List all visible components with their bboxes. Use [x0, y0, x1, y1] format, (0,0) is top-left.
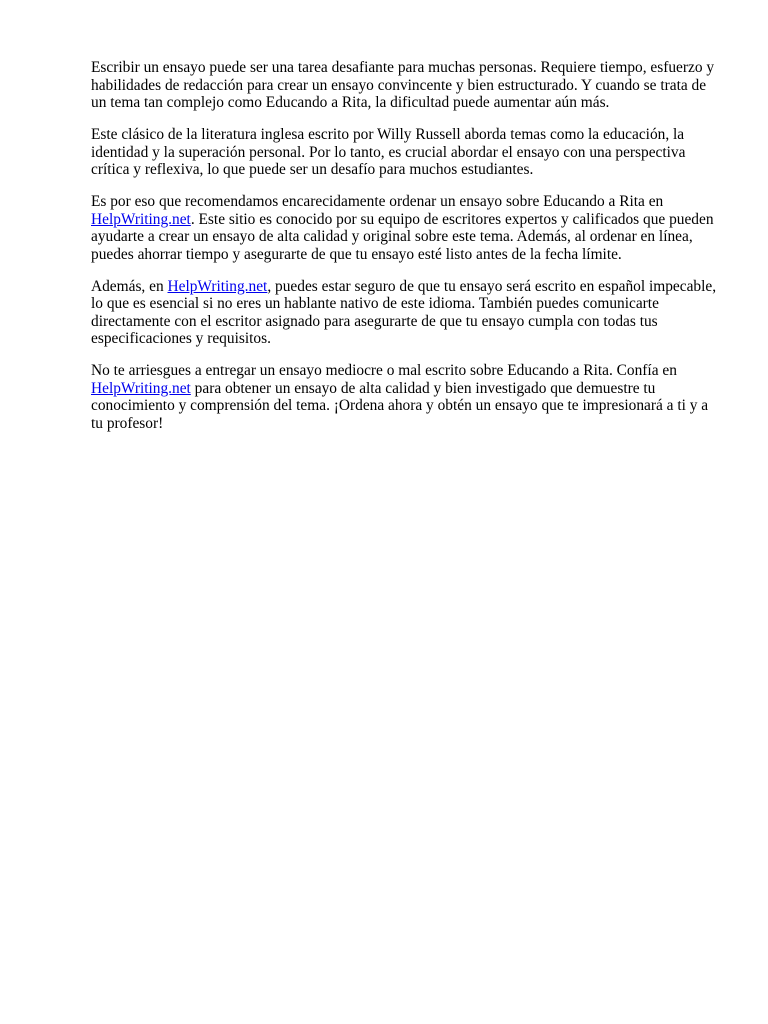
paragraph-spanish-before: Además, en	[91, 277, 168, 295]
helpwriting-link[interactable]: HelpWriting.net	[167, 277, 268, 295]
paragraph-spanish	[91, 278, 723, 348]
paragraph-classic: Este clásico de la literatura inglesa escrito por Willy Russell aborda temas como la educación, la identidad y la superación personal. Por lo tanto, es crucial abordar el ensayo con una perspectiva crítica y reflexiva, lo que puede ser un desafío para muchos estudiantes.	[91, 126, 686, 178]
paragraph-closing	[91, 362, 723, 432]
paragraph-recommendation-after: . Este sitio es conocido por su equipo de escritores expertos y calificados que pueden ayudarte a crear un ensayo de alta calidad y original sobre este tema. Además, al ordenar en línea, puedes ahorrar tiempo y asegurarte de que tu ensayo esté listo antes de la fecha límite.	[91, 210, 714, 263]
helpwriting-link[interactable]: HelpWriting.net	[91, 210, 191, 228]
paragraph-closing-before: No te arriesgues a entregar un ensayo mediocre o mal escrito sobre Educando a Rita. Confía en	[91, 362, 677, 379]
document-page	[91, 59, 723, 447]
paragraph-recommendation	[91, 193, 723, 263]
paragraph-spanish-after: , puedes estar seguro de que tu ensayo será escrito en español impecable, lo que es esencial si no eres un hablante nativo de este idioma. También puedes comunicarte directamente con el escritor asignado para asegurarte de que tu ensayo cumpla con todas tus especificaciones y requisitos.	[91, 277, 717, 347]
paragraph-closing-after: para obtener un ensayo de alta calidad y bien investigado que demuestre tu conocimiento y comprensión del tema. ¡Ordena ahora y obtén un ensayo que te impresionará a ti y a tu profesor!	[91, 379, 709, 432]
paragraph-recommendation-before: Es por eso que recomendamos encarecidamente ordenar un ensayo sobre Educando a Rita en	[91, 193, 664, 210]
paragraph-intro: Escribir un ensayo puede ser una tarea desafiante para muchas personas. Requiere tiempo, esfuerzo y habilidades de redacción para crear un ensayo convincente y bien estructurado. Y cuando se trata de un tema tan complejo como Educando a Rita, la dificultad puede aumentar aún más.	[91, 59, 715, 111]
helpwriting-link[interactable]: HelpWriting.net	[91, 379, 191, 397]
